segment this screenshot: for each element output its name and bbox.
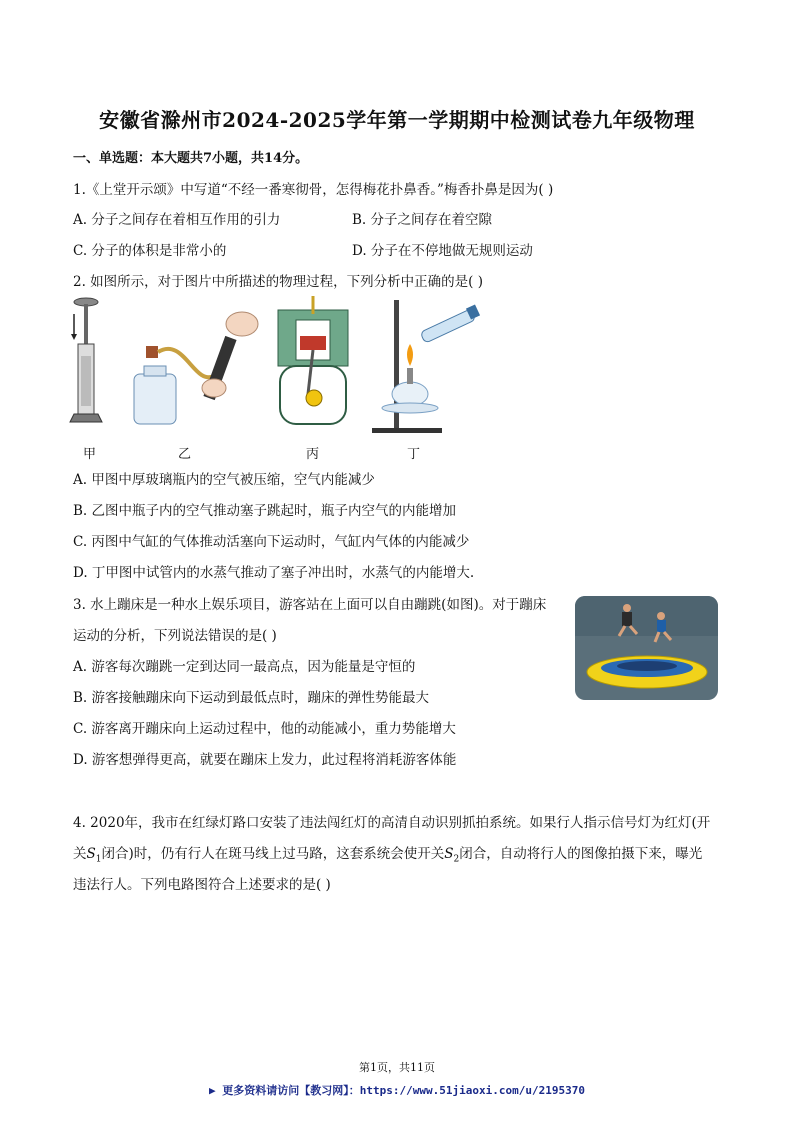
water-trampoline-photo [575,596,718,700]
q4-text-kai: 关 [73,846,87,862]
q1-option-d[interactable]: D. 分子在不停地做无规则运动 [352,243,533,259]
figure-label-bing: 丙 [306,447,320,462]
figure-label-yi: 乙 [178,447,192,462]
question-3-stem-line2: 运动的分析，下列说法错误的是( ) [73,628,277,644]
q1-option-c[interactable]: C. 分子的体积是非常小的 [73,243,227,259]
q2-option-d[interactable]: D. 丁甲图中试管内的水蒸气推动了塞子冲出时，水蒸气的内能增大. [73,565,475,581]
question-4-stem-line2 [73,842,702,865]
question-1-stem: 1.《上堂开示颂》中写道“不经一番寒彻骨，怎得梅花扑鼻香。”梅香扑鼻是因为( ) [73,182,554,198]
q1-option-b[interactable]: B. 分子之间存在着空隙 [352,212,493,228]
question-4-stem-line1: 4. 2020年，我市在红绿灯路口安装了违法闯红灯的高清自动识别抓拍系统。如果行人指示信号灯为红灯(开 [73,815,711,831]
switch-s-symbol-2: S [444,846,454,862]
q1-option-a[interactable]: A. 分子之间存在着相互作用的引力 [73,212,281,228]
section-heading: 一、单选题：本大题共7小题，共14分。 [73,151,309,166]
q2-option-b[interactable]: B. 乙图中瓶子内的空气推动塞子跳起时，瓶子内空气的内能增加 [73,503,457,519]
q3-option-a[interactable]: A. 游客每次蹦跳一定到达同一最高点，因为能量是守恒的 [73,659,416,675]
q2-option-a[interactable]: A. 甲图中厚玻璃瓶内的空气被压缩，空气内能减少 [73,472,375,488]
resource-banner-link[interactable]: ▶ 更多资料请访问【教习网】：https://www.51jiaoxi.com/u/2195370 [209,1084,585,1097]
figure-yi-bottle-pump [134,312,258,424]
q2-figures [64,296,494,462]
figure-label-jia: 甲 [83,447,97,462]
q3-option-b[interactable]: B. 游客接触蹦床向下运动到最低点时，蹦床的弹性势能最大 [73,690,430,706]
switch-s2-subscript: 2 [453,854,460,865]
question-2-stem: 2. 如图所示，对于图片中所描述的物理过程，下列分析中正确的是( ) [73,274,483,290]
figure-ding-test-tube [372,300,480,433]
q2-option-c[interactable]: C. 丙图中气缸的气体推动活塞向下运动时，气缸内气体的内能减少 [73,534,470,550]
figure-bing-engine-cylinder [278,296,348,424]
page-title: 安徽省滁州市2024-2025学年第一学期期中检测试卷九年级物理 [99,108,695,132]
figure-label-ding: 丁 [407,447,421,462]
q3-option-c[interactable]: C. 游客离开蹦床向上运动过程中，他的动能减小，重力势能增大 [73,721,456,737]
switch-s-symbol: S [86,846,96,862]
switch-s1-subscript: 1 [95,854,102,865]
q3-option-d[interactable]: D. 游客想弹得更高，就要在蹦床上发力，此过程将消耗游客体能 [73,752,457,768]
question-4-stem-line3: 违法行人。下列电路图符合上述要求的是( ) [73,877,331,893]
q4-text-end: 闭合，自动将行人的图像拍摄下来，曝光 [459,846,703,862]
question-3-stem-line1: 3. 水上蹦床是一种水上娱乐项目，游客站在上面可以自由蹦跳(如图)。对于蹦床 [73,597,547,613]
q4-text-middle: 闭合)时，仍有行人在斑马线上过马路，这套系统会使开关 [101,846,445,862]
page-footer: 第1页，共11页 [359,1061,435,1074]
figure-jia-compression-tube [70,298,102,422]
